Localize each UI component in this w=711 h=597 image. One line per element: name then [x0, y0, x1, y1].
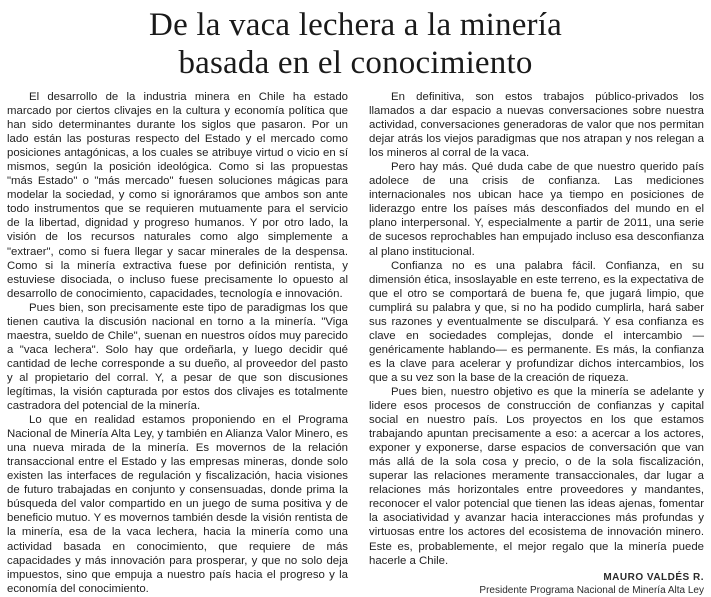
author-role: Presidente Programa Nacional de Minería Alta Ley: [479, 584, 704, 596]
paragraph-conversaciones: En definitiva, son estos trabajos público-privados los llamados a dar espacio a nuevas conversaciones sobre nuestra actividad, conversaciones generadoras de valor que nos permitan dejar atrás los viejos paradigmas que nos atrapan y nos relegan a los mineros al corral de la vaca.: [369, 91, 704, 160]
article-right-column: [369, 90, 704, 597]
paragraph-confianza-etica: Confianza no es una palabra fácil. Confianza, en su dimensión ética, insoslayable en este terreno, es la expectativa de que el otro se comportará de buena fe, que jugará limpio, que cumplirá su palabra y que, si no ha podido cumplirla, hará saber sus razones y eventualmente se disculpará. Y esa confianza es clave en sociedades complejas, donde el intercambio —genéricamente hablando— es permanente. Es más, la confianza es la clave para acelerar y profundizar dichos intercambios, los que a su vez son la base de la creación de riqueza.: [369, 259, 704, 384]
article-title-line-2: basada en el conocimiento: [178, 45, 533, 81]
paragraph-objetivo-mineria: Pues bien, nuestro objetivo es que la minería se adelante y lidere esos procesos de construcción de confianzas y capital social en nuestro país. Los proyectos en los que estamos trabajando apuntan precisamente a eso: a acercar a los actores, exponer y exponerse, darse espacios de conversación que van más allá de la sola cosa y precio, o de la sola fiscalización, superar las relaciones meramente transaccionales, dar lugar a relaciones más horizontales entre proveedores y mandantes, reconocer el valor potencial que tienen las ideas ajenas, fomentar la asociatividad y avanzar hacia interacciones más profundas y virtuosas entre los actores del ecosistema de innovación minero. Este es, probablemente, el mejor regalo que la minería puede hacerle a Chile.: [369, 385, 704, 567]
article-left-column: [7, 90, 348, 596]
paragraph-alta-ley-proposal: Lo que en realidad estamos proponiendo en el Programa Nacional de Minería Alta Ley, y también en Alianza Valor Minero, es una nueva mirada de la minería. Es movernos de la relación transaccional entre el Estado y las empresas mineras, donde solo existen las interfaces de regulación y fiscalización, hacia visiones de futuro trabajadas en conjunto y consensuadas, donde prima la búsqueda del valor compartido en un juego de suma positiva y de beneficio mutuo. Y es movernos también desde la visión rentista de la minería, esa de la vaca lechera, hacia la minería como una actividad basada en conocimiento, que requiere de más capacidades y más innovación para prosperar, y que no solo deja impuestos, sino que empuja a nuestro país hacia el progreso y la economía del conocimiento.: [7, 414, 348, 595]
author-name: MAURO VALDÉS R.: [603, 571, 704, 583]
paragraph-estado-mercado: El desarrollo de la industria minera en Chile ha estado marcado por ciertos clivajes en la cultura y economía política que han sido determinantes durante los siglos que pasaron. Por un lado están las posturas respecto del Estado y el mercado como posiciones antagónicas, a los cuales se atribuye virtud o vicio en sí mismos, según la posición ideológica. Como si las propuestas "más Estado" o "más mercado" fuesen soluciones mágicas para modelar la sociedad, y como si ignoráramos que ambos son ante todo instrumentos que se requieren mutuamente para el servicio de la libertad, dignidad y progreso humanos. Y por otro lado, la visión de los recursos naturales como algo simplemente a "extraer", como si fuera llegar y sacar minerales de la despensa. Como si la minería extractiva fuese por definición rentista, y estuviese disociada, o incluso fuese precisamente lo opuesto al desarrollo de conocimiento, capacidades, tecnología e innovación.: [7, 91, 348, 300]
article-title: [0, 6, 711, 82]
paragraph-vaca-lechera: Pues bien, son precisamente este tipo de paradigmas los que tienen cautiva la discusión nacional en torno a la minería. "Viga maestra, sueldo de Chile", suenan en nuestros oídos muy parecido a "vaca lechera". Solo hay que ordeñarla, y luego decidir qué cantidad de leche corresponde a su dueño, al proveedor del pasto y al propietario del corral. Y, a pesar de que son discusiones legítimas, la visión capturada por estos dos clivajes es totalmente castradora del potencial de la minería.: [7, 301, 348, 413]
article-title-line-1: De la vaca lechera a la minería: [149, 7, 562, 43]
paragraph-crisis-confianza: Pero hay más. Qué duda cabe de que nuestro querido país adolece de una crisis de confianza. Las mediciones internacionales nos ubican hace ya tiempo en posiciones de liderazgo entre los países más desconfiados del mundo en el plano interpersonal. Y, especialmente a partir de 2011, una serie de sucesos reprochables han empujado incluso esa desconfianza al plano institucional.: [369, 161, 704, 258]
author-signature: [369, 571, 704, 597]
